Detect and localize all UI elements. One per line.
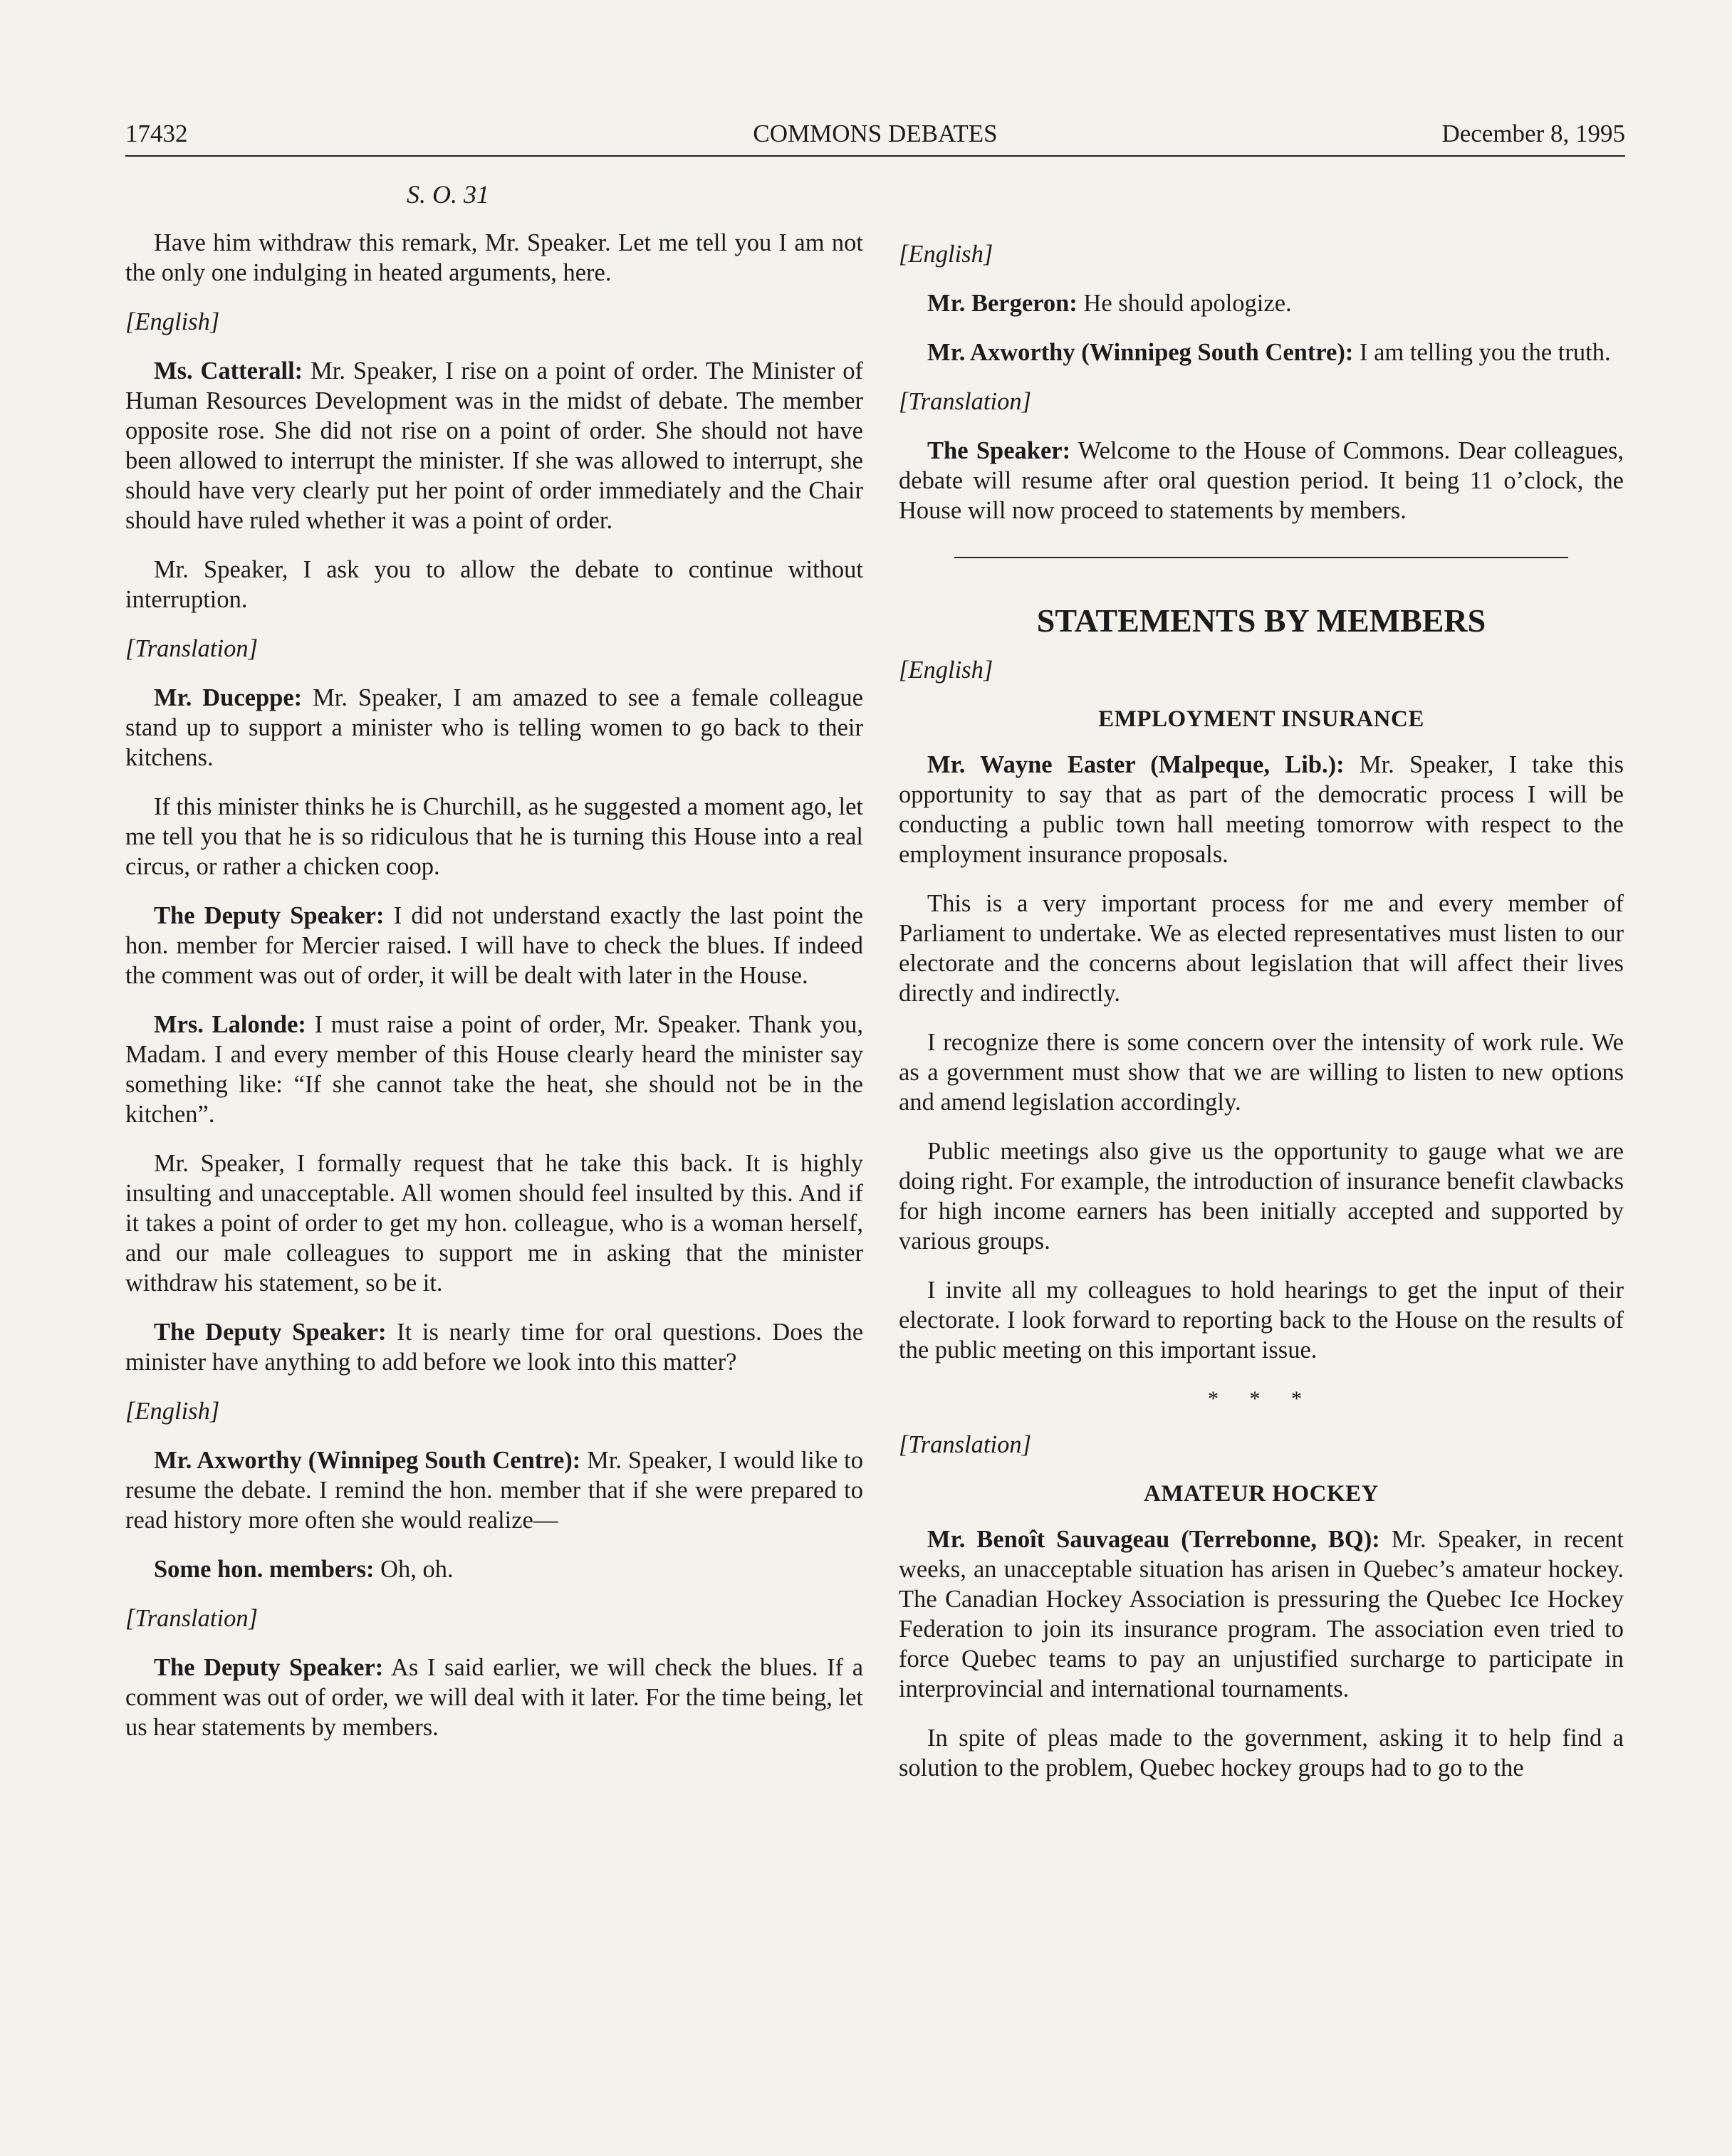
- speech-text: He should apologize.: [1077, 290, 1292, 317]
- paragraph: This is a very important process for me and every member of Parliament to undertake. We as elected representatives must listen to our electorate and the concerns about legislation that will affect their lives directly and indirectly.: [899, 890, 1624, 1007]
- speech-paragraph: [125, 683, 863, 773]
- speaker-name: Ms. Catterall:: [154, 357, 303, 384]
- section-break-stars: * * *: [1208, 1387, 1315, 1411]
- language-tag: [Translation]: [125, 635, 258, 662]
- speech-text: Mr. Speaker, I would like to resume the debate. I remind the hon. member that if she were prepared to read history more often she would realize—: [125, 1447, 863, 1534]
- language-tag: [Translation]: [899, 388, 1031, 415]
- speech-paragraph: [899, 1524, 1624, 1704]
- statement-heading: EMPLOYMENT INSURANCE: [1098, 706, 1424, 732]
- publication-title: COMMONS DEBATES: [753, 120, 998, 147]
- speech-text: It is nearly time for oral questions. Does the minister have anything to add before we look into this matter?: [125, 1319, 864, 1376]
- speech-paragraph: [899, 750, 1624, 869]
- speaker-name: Mr. Wayne Easter (Malpeque, Lib.):: [927, 751, 1345, 778]
- publication-date: December 8, 1995: [1441, 120, 1625, 147]
- speech-paragraph: [899, 288, 1624, 318]
- statement-heading: AMATEUR HOCKEY: [1144, 1481, 1379, 1507]
- speaker-name: Mr. Axworthy (Winnipeg South Centre):: [154, 1447, 581, 1474]
- language-tag: [English]: [125, 308, 220, 335]
- paragraph: Public meetings also give us the opportunity to gauge what we are doing right. For example, the introduction of insurance benefit clawbacks for high income earners has been initially accepted and supported by various groups.: [899, 1138, 1624, 1255]
- speech-paragraph: [125, 901, 863, 990]
- paragraph: I invite all my colleagues to hold hearings to get the input of their electorate. I look forward to reporting back to the House on the results of the public meeting on this important issue.: [899, 1277, 1624, 1364]
- speech-text: I did not understand exactly the last point the hon. member for Mercier raised. I will have to check the blues. If indeed the comment was out of order, it will be dealt with later in the House.: [125, 902, 863, 989]
- speaker-name: Mr. Axworthy (Winnipeg South Centre):: [927, 339, 1354, 366]
- speaker-name: The Deputy Speaker:: [154, 902, 385, 929]
- language-tag: [English]: [899, 656, 993, 684]
- speech-text: I must raise a point of order, Mr. Speaker. Thank you, Madam. I and every member of this House clearly heard the minister say something like: “If she cannot take the heat, she should not be in the kitchen”.: [125, 1011, 863, 1128]
- speech-text: Mr. Speaker, I rise on a point of order. The Minister of Human Resources Development was in the midst of debate. The member opposite rose. She did not rise on a point of order. She should not have been allowed to interrupt the minister. If she was allowed to interrupt, she should have very clearly put her point of order immediately and the Chair should have ruled whether it was a point of order.: [125, 357, 863, 534]
- speaker-name: Some hon. members:: [154, 1556, 375, 1583]
- language-tag: [Translation]: [125, 1605, 258, 1632]
- speech-text: Mr. Speaker, in recent weeks, an unacceptable situation has arisen in Quebec’s amateur hockey. The Canadian Hockey Association is pressuring the Quebec Ice Hockey Federation to join its insurance program. The association even tried to force Quebec teams to pay an unjustified surcharge to participate in interprovincial and international tournaments.: [899, 1526, 1624, 1702]
- speech-paragraph: [125, 1554, 863, 1584]
- speech-text: Oh, oh.: [374, 1556, 454, 1583]
- speaker-name: Mr. Benoît Sauvageau (Terrebonne, BQ):: [927, 1526, 1380, 1553]
- speaker-name: The Deputy Speaker:: [154, 1654, 384, 1681]
- speech-paragraph: [899, 337, 1624, 367]
- speech-paragraph: [125, 1317, 863, 1377]
- speech-paragraph: [125, 1653, 863, 1742]
- language-tag: [English]: [125, 1398, 220, 1425]
- standing-order-label: S. O. 31: [407, 180, 489, 209]
- section-title: STATEMENTS BY MEMBERS: [1036, 602, 1486, 639]
- speech-paragraph: [125, 1010, 863, 1129]
- header-rule: [125, 155, 1625, 157]
- speech-text: Mr. Speaker, I take this opportunity to say that as part of the democratic process I will be conducting a public town hall meeting tomorrow with respect to the employment insurance proposals.: [899, 751, 1624, 868]
- speaker-name: The Deputy Speaker:: [154, 1319, 387, 1346]
- paragraph: Have him withdraw this remark, Mr. Speaker. Let me tell you I am not the only one indulging in heated arguments, here.: [125, 229, 863, 286]
- running-header: [125, 115, 1625, 152]
- paragraph: If this minister thinks he is Churchill, as he suggested a moment ago, let me tell you that he is so ridiculous that he is turning this House into a real circus, or rather a chicken coop.: [125, 793, 863, 880]
- language-tag: [English]: [899, 241, 993, 268]
- speaker-name: Mr. Duceppe:: [154, 684, 303, 711]
- speech-text: I am telling you the truth.: [1353, 339, 1611, 366]
- paragraph: Mr. Speaker, I formally request that he take this back. It is highly insulting and unacceptable. All women should feel insulted by this. And if it takes a point of order to get my hon. colleague, who is a woman herself, and our male colleagues to support me in asking that the minister withdraw his statement, so be it.: [125, 1150, 863, 1297]
- speech-text: As I said earlier, we will check the blues. If a comment was out of order, we will deal with it later. For the time being, let us hear statements by members.: [125, 1654, 864, 1741]
- page-number: 17432: [125, 120, 188, 147]
- speech-text: Welcome to the House of Commons. Dear colleagues, debate will resume after oral question period. It being 11 o’clock, the House will now proceed to statements by members.: [899, 437, 1624, 524]
- left-column: [125, 177, 863, 1762]
- speech-paragraph: [899, 436, 1624, 525]
- speech-paragraph: [125, 1445, 863, 1535]
- paragraph: Mr. Speaker, I ask you to allow the debate to continue without interruption.: [125, 556, 863, 613]
- paragraph: In spite of pleas made to the government, asking it to help find a solution to the problem, Quebec hockey groups had to go to the: [899, 1725, 1624, 1781]
- speech-text: Mr. Speaker, I am amazed to see a female colleague stand up to support a minister who is telling women to go back to their kitchens.: [125, 684, 863, 771]
- speaker-name: The Speaker:: [927, 437, 1071, 464]
- speaker-name: Mrs. Lalonde:: [154, 1011, 306, 1038]
- right-column: [899, 177, 1624, 1802]
- paragraph: I recognize there is some concern over the intensity of work rule. We as a government must show that we are willing to listen to new options and amend legislation accordingly.: [899, 1029, 1624, 1116]
- speaker-name: Mr. Bergeron:: [927, 290, 1078, 317]
- section-divider: [954, 557, 1568, 558]
- speech-paragraph: [125, 356, 863, 535]
- language-tag: [Translation]: [899, 1431, 1031, 1458]
